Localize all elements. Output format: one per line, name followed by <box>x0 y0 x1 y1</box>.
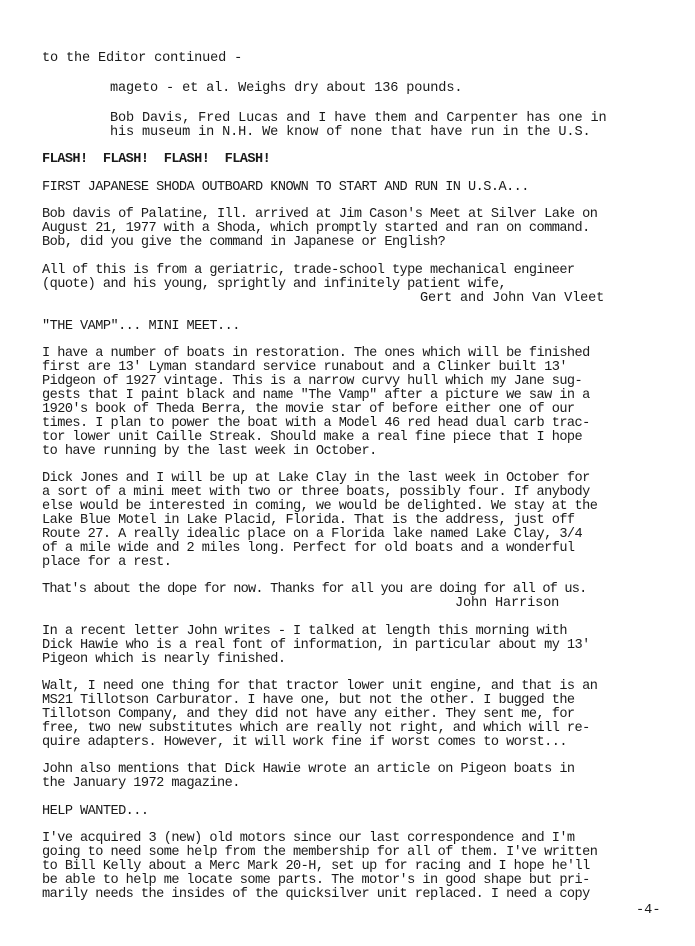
signature-harrison: John Harrison <box>455 596 560 611</box>
para-vamp-line-5: 1920's book of Theda Berra, the movie star of before either one of our <box>42 402 575 417</box>
para-walt-line-3: Tillotson Company, and they did not have any either. They sent me, for <box>42 707 575 722</box>
para-walt-line-1: Walt, I need one thing for that tractor lower unit engine, and that is an <box>42 679 598 694</box>
para-dick-jones-line-1: Dick Jones and I will be up at Lake Clay in the last week in October for <box>42 471 590 486</box>
para-recent-line-2: Dick Hawie who is a real font of information, in particular about my 13' <box>42 638 590 653</box>
shoda-heading: FIRST JAPANESE SHODA OUTBOARD KNOWN TO START AND RUN IN U.S.A... <box>42 180 529 195</box>
para-vamp-line-3: Pidgeon of 1927 vintage. This is a narrow curvy hull which my Jane sug- <box>42 374 583 389</box>
para-dick-jones-line-2: a sort of a mini meet with two or three boats, possibly four. If anybody <box>42 485 590 500</box>
para-dick-jones-line-7: place for a rest. <box>42 555 172 570</box>
vamp-heading: "THE VAMP"... MINI MEET... <box>42 319 240 334</box>
para-mageto: mageto - et al. Weighs dry about 136 pounds. <box>110 81 463 96</box>
page-number: -4- <box>636 903 661 918</box>
para-vamp-line-6: times. I plan to power the boat with a Model 46 red head dual carb trac- <box>42 416 590 431</box>
continued-header: to the Editor continued - <box>42 51 243 66</box>
para-bob-davis-line-1: Bob Davis, Fred Lucas and I have them and Carpenter has one in <box>110 111 607 126</box>
help-wanted-heading: HELP WANTED... <box>42 804 149 819</box>
para-recent-line-1: In a recent letter John writes - I talked at length this morning with <box>42 624 567 639</box>
para-walt-line-2: MS21 Tillotson Carburator. I have one, but not the other. I bugged the <box>42 693 575 708</box>
para-vamp-line-7: tor lower unit Caille Streak. Should make a real fine piece that I hope <box>42 430 583 445</box>
para-dick-jones-line-3: else would be interested in coming, we would be delighted. We stay at the <box>42 499 598 514</box>
para-bob-davis-line-2: his museum in N.H. We know of none that have run in the U.S. <box>110 125 591 140</box>
para-geriatric-line-1: All of this is from a geriatric, trade-school type mechanical engineer <box>42 263 575 278</box>
para-walt-line-5: quire adapters. However, it will work fine if worst comes to worst... <box>42 735 567 750</box>
para-help-line-1: I've acquired 3 (new) old motors since our last correspondence and I'm <box>42 831 575 846</box>
para-dick-jones-line-5: Route 27. A really idealic place on a Florida lake named Lake Clay, 3/4 <box>42 527 583 542</box>
signature-van-vleet: Gert and John Van Vleet <box>420 291 605 306</box>
para-mentions-line-2: the January 1972 magazine. <box>42 776 240 791</box>
para-geriatric-line-2: (quote) and his young, sprightly and infinitely patient wife, <box>42 277 507 292</box>
para-vamp-line-1: I have a number of boats in restoration. The ones which will be finished <box>42 346 590 361</box>
para-dick-jones-line-4: Lake Blue Motel in Lake Placid, Florida. That is the address, just off <box>42 513 575 528</box>
para-shoda-line-1: Bob davis of Palatine, Ill. arrived at Jim Cason's Meet at Silver Lake on <box>42 207 598 222</box>
para-help-line-5: marily needs the insides of the quicksilver unit replaced. I need a copy <box>42 887 590 902</box>
para-recent-line-3: Pigeon which is nearly finished. <box>42 652 286 667</box>
para-help-line-4: be able to help me locate some parts. The motor's in good shape but pri- <box>42 873 590 888</box>
para-dick-jones-line-6: of a mile wide and 2 miles long. Perfect for old boats and a wonderful <box>42 541 575 556</box>
para-shoda-line-3: Bob, did you give the command in Japanese or English? <box>42 235 446 250</box>
para-vamp-line-8: to have running by the last week in October. <box>42 444 377 459</box>
para-help-line-2: going to need some help from the membership for all of them. I've written <box>42 845 598 860</box>
para-vamp-line-4: gests that I paint black and name "The Vamp" after a picture we saw in a <box>42 388 590 403</box>
para-vamp-line-2: first are 13' Lyman standard service runabout and a Clinker built 13' <box>42 360 567 375</box>
para-dope: That's about the dope for now. Thanks for all you are doing for all of us. <box>42 582 587 597</box>
para-walt-line-4: free, two new substitutes which are really not right, and which will re- <box>42 721 590 736</box>
para-help-line-3: to Bill Kelly about a Merc Mark 20-H, set up for racing and I hope he'll <box>42 859 590 874</box>
para-mentions-line-1: John also mentions that Dick Hawie wrote an article on Pigeon boats in <box>42 762 575 777</box>
para-shoda-line-2: August 21, 1977 with a Shoda, which promptly started and ran on command. <box>42 221 590 236</box>
flash-heading: FLASH! FLASH! FLASH! FLASH! <box>42 152 271 167</box>
